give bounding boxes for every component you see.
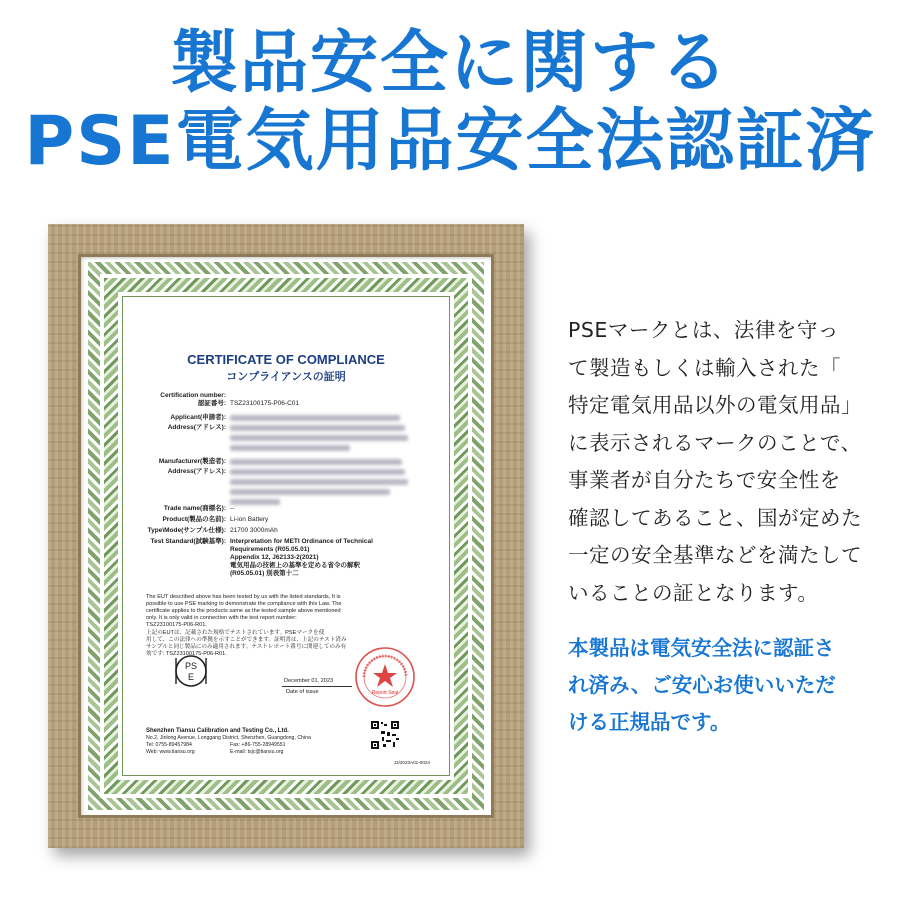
address-label: Address(アドレス): — [167, 424, 226, 431]
trade-label: Trade name(商標名): — [163, 505, 226, 512]
issue-date-value: December 01, 2023 — [282, 678, 352, 687]
description-line: いることの証となります。 — [568, 580, 819, 605]
headline-line-1: 製品安全に関する — [169, 24, 730, 103]
product-value: Li-ion Battery — [230, 516, 269, 523]
issuer-block — [146, 728, 346, 756]
document-code: J3/2023A01-0024 — [393, 760, 430, 765]
red-seal-stamp-icon — [354, 646, 416, 708]
headline-line-2: PSE電気用品安全法認証済 — [24, 102, 876, 181]
certified-note — [568, 630, 888, 741]
address-redacted-1 — [230, 425, 405, 431]
note-line: 本製品は電気安全法に認証さ — [568, 636, 835, 660]
svg-text:PS: PS — [184, 661, 198, 671]
cert-number-label-jp: 認証番号: — [197, 400, 226, 407]
statement-en — [146, 594, 408, 629]
issue-date-label: Date of issue — [286, 689, 319, 695]
cert-number-value: TSZ23100175-P06-C01 — [230, 400, 300, 407]
address2-redacted-1 — [230, 469, 405, 475]
product-label: Product(製品の名前): — [162, 516, 226, 523]
description-line: 特定電気用品以外の電気用品」 — [568, 393, 862, 417]
qr-code-icon — [370, 720, 400, 750]
statement-jp-line: 効です: TSZ23100175-P06-R01. — [146, 651, 227, 657]
standard-value-1: Interpretation for METI Ordinance of Technical — [230, 538, 373, 545]
type-value: 21700 3000mAh — [230, 527, 278, 534]
standard-value-3: Appendix 12, J62133-2(2021) — [230, 554, 319, 561]
certificate-frame — [48, 224, 524, 848]
issuer-address: No.2, Jinlong Avenue, Longgang District, Shenzhen, Guangdong, China — [146, 735, 311, 741]
standard-value-5: (R05.05.01) 別表第十二 — [230, 570, 299, 577]
manufacturer-redacted — [230, 459, 402, 465]
statement-en-line: TSZ23100175-P06-R01. — [146, 622, 207, 628]
description-line: 確認してあること、国が定めた — [568, 505, 862, 530]
pse-logo-icon — [174, 654, 208, 688]
standard-label: Test Standard(試験基準): — [150, 538, 226, 545]
description-line: に表示されるマークのことで、 — [568, 430, 862, 455]
statement-jp-line: 用して、この法律への準拠を示すことができます。証明書は、上記のテスト済み — [146, 637, 347, 643]
statement-jp-line: 上記のEUTは、記載された規格でテストされています。PSEマークを使 — [146, 630, 325, 636]
statement-en-line: certificate applies to the products same as the tested sample above mentioned — [146, 608, 341, 614]
pse-description — [568, 312, 880, 612]
certificate-subtitle: コンプライアンスの証明 — [226, 370, 346, 383]
issuer-fax: Fax: +86-755-28949551 — [230, 742, 286, 748]
statement-en-line: possible to use PSE marking to demonstrate the compliance with this Law. The — [146, 601, 342, 607]
note-line: れ済み、ご安心お使いいただ — [568, 673, 836, 697]
address-redacted-3 — [230, 445, 350, 451]
description-line: 事業者が自分たちで安全性を — [568, 468, 841, 492]
issuer-web: Web: www.tiansu.org — [146, 749, 195, 755]
manufacturer-label: Manufacturer(製造者): — [158, 458, 226, 465]
issuer-email: E-mail: tsjc@tiansu.org — [230, 749, 284, 755]
statement-en-line: The EUT described above has been tested by us with the listed standards, It is — [146, 594, 341, 600]
applicant-redacted — [230, 415, 400, 421]
address2-redacted-3 — [230, 489, 390, 495]
certificate-content — [134, 308, 438, 764]
address2-label: Address(アドレス): — [167, 468, 226, 475]
description-line: PSEマークとは、法律を守っ — [568, 318, 839, 342]
type-label: Type\Mode(サンプル仕様): — [147, 527, 226, 534]
standard-value-4: 電気用品の技術上の基準を定める省令の解釈 — [230, 562, 360, 569]
trade-value: -- — [230, 505, 235, 512]
issuer-name: Shenzhen Tiansu Calibration and Testing Co., Ltd. — [146, 728, 289, 734]
certificate-title: CERTIFICATE OF COMPLIANCE — [187, 352, 385, 367]
address2-redacted-2 — [230, 479, 408, 485]
issuer-tel: Tel: 0755-89457984 — [146, 742, 192, 748]
issue-date — [282, 678, 352, 695]
description-line: 一定の安全基準などを満たして — [568, 543, 862, 567]
cert-number-label-en: Certification number: — [160, 392, 226, 399]
note-line: ける正規品です。 — [568, 710, 731, 734]
seal-text: Report Seal — [371, 690, 399, 696]
svg-text:E: E — [187, 672, 195, 682]
description-line: て製造もしくは輸入された「 — [568, 355, 841, 380]
applicant-label: Applicant(申請者): — [170, 414, 226, 421]
certificate-paper — [86, 260, 486, 812]
standard-value-2: Requirements (R05.05.01) — [230, 546, 310, 553]
statement-jp-line: サンプルと同じ製品にのみ適用されます。テストレポート番号に関連してのみ有 — [146, 644, 347, 650]
address-redacted-2 — [230, 435, 408, 441]
statement-en-line: only. It is only valid in connection with the test report number: — [146, 615, 297, 621]
